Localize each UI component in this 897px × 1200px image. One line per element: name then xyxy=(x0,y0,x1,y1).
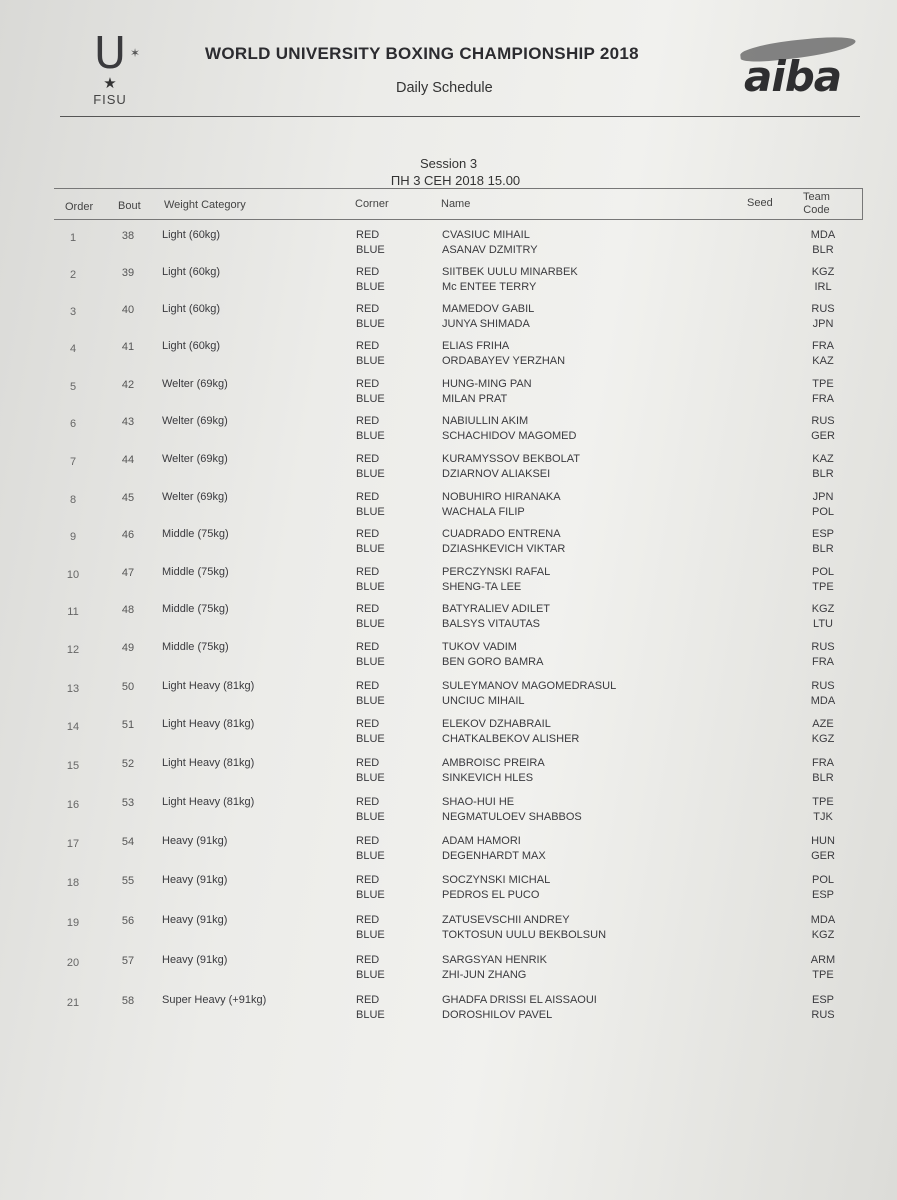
corner-cell-blue: BLUE xyxy=(356,889,385,901)
corner-cell xyxy=(356,602,385,632)
weight-category-cell: Light Heavy (81kg) xyxy=(162,757,255,769)
team-code-cell xyxy=(805,913,841,943)
team-code-cell-blue: MDA xyxy=(810,695,836,707)
column-team-line1: Team xyxy=(803,191,830,203)
team-code-cell xyxy=(805,717,841,747)
weight-category-cell: Light (60kg) xyxy=(162,303,221,315)
fighter-name-cell-red: SIITBEK UULU MINARBEK xyxy=(442,266,578,278)
fighter-name-cell-red: ADAM HAMORI xyxy=(442,835,521,847)
table-row xyxy=(0,993,897,1027)
order-cell: 7 xyxy=(69,456,77,468)
fighter-name-cell xyxy=(442,834,546,864)
star-icon: ★ xyxy=(103,75,117,92)
fighter-name-cell-red: GHADFA DRISSI EL AISSAOUI xyxy=(442,994,597,1006)
bout-cell: 48 xyxy=(121,604,135,616)
corner-cell-blue: BLUE xyxy=(356,543,385,555)
team-code-cell-red: RUS xyxy=(811,303,835,315)
team-code-cell-red: AZE xyxy=(812,718,834,730)
corner-cell-blue: BLUE xyxy=(356,695,385,707)
fighter-name-cell xyxy=(442,795,582,825)
column-team-code xyxy=(803,191,830,217)
bout-cell: 54 xyxy=(121,836,135,848)
corner-cell xyxy=(356,873,385,903)
column-corner: Corner xyxy=(355,198,389,210)
order-cell: 8 xyxy=(69,494,77,506)
team-code-cell xyxy=(805,414,841,444)
team-code-cell-blue: POL xyxy=(811,506,834,518)
bout-cell: 55 xyxy=(121,875,135,887)
order-cell: 15 xyxy=(66,760,80,772)
order-cell: 19 xyxy=(66,917,80,929)
corner-cell-red: RED xyxy=(356,415,380,427)
weight-category-cell: Light Heavy (81kg) xyxy=(162,718,255,730)
fighter-name-cell xyxy=(442,527,565,557)
fighter-name-cell-red: NOBUHIRO HIRANAKA xyxy=(442,491,561,503)
team-code-cell xyxy=(805,679,841,709)
table-row xyxy=(0,228,897,262)
fighter-name-cell-red: SHAO-HUI HE xyxy=(442,796,515,808)
team-code-cell xyxy=(805,640,841,670)
order-cell: 11 xyxy=(67,606,79,618)
fighter-name-cell-blue: ZHI-JUN ZHANG xyxy=(442,969,527,981)
fighter-name-cell xyxy=(442,339,565,369)
bout-cell: 50 xyxy=(121,681,135,693)
fighter-name-cell-red: MAMEDOV GABIL xyxy=(442,303,535,315)
team-code-cell-blue: RUS xyxy=(811,1009,835,1021)
team-code-cell-red: KGZ xyxy=(811,266,835,278)
corner-cell-red: RED xyxy=(356,491,380,503)
table-row xyxy=(0,302,897,336)
corner-cell xyxy=(356,679,385,709)
corner-cell-red: RED xyxy=(356,835,380,847)
bout-cell: 57 xyxy=(121,955,135,967)
order-cell: 18 xyxy=(66,877,80,889)
fighter-name-cell-red: NABIULLIN AKIM xyxy=(442,415,529,427)
team-code-cell-blue: BLR xyxy=(812,468,834,480)
fighter-name-cell-blue: BALSYS VITAUTAS xyxy=(442,618,541,630)
team-code-cell-red: RUS xyxy=(811,641,835,653)
corner-cell xyxy=(356,953,385,983)
corner-cell-red: RED xyxy=(356,378,380,390)
bout-cell: 52 xyxy=(121,758,135,770)
corner-cell xyxy=(356,795,385,825)
table-row xyxy=(0,527,897,561)
team-code-cell-red: ESP xyxy=(811,528,834,540)
weight-category-cell: Light (60kg) xyxy=(162,340,221,352)
corner-cell xyxy=(356,717,385,747)
fighter-name-cell-blue: BEN GORO BAMRA xyxy=(442,656,544,668)
table-row xyxy=(0,339,897,373)
team-code-cell xyxy=(805,834,841,864)
team-code-cell-red: ESP xyxy=(811,994,834,1006)
weight-category-cell: Light Heavy (81kg) xyxy=(162,680,255,692)
order-cell: 20 xyxy=(66,957,80,969)
fighter-name-cell-red: KURAMYSSOV BEKBOLAT xyxy=(442,453,580,465)
session-datetime: ПН 3 СЕН 2018 15.00 xyxy=(390,173,521,188)
fighter-name-cell-blue: PEDROS EL PUCO xyxy=(442,889,540,901)
aiba-wordmark: aiba xyxy=(744,52,842,101)
order-cell: 10 xyxy=(66,569,80,581)
team-code-cell-blue: KAZ xyxy=(812,355,834,367)
weight-category-cell: Heavy (91kg) xyxy=(162,914,228,926)
corner-cell-red: RED xyxy=(356,229,380,241)
weight-category-cell: Light (60kg) xyxy=(162,229,221,241)
fighter-name-cell-red: SULEYMANOV MAGOMEDRASUL xyxy=(442,680,617,692)
fighter-name-cell xyxy=(442,377,532,407)
corner-cell-red: RED xyxy=(356,874,380,886)
table-row xyxy=(0,756,897,790)
order-cell: 14 xyxy=(66,721,80,733)
team-code-cell-red: MDA xyxy=(810,914,836,926)
corner-cell-red: RED xyxy=(356,954,380,966)
team-code-cell-blue: BLR xyxy=(812,543,834,555)
bout-cell: 45 xyxy=(121,492,135,504)
fighter-name-cell-blue: ORDABAYEV YERZHAN xyxy=(442,355,566,367)
team-code-cell-red: HUN xyxy=(811,835,835,847)
corner-cell xyxy=(356,302,385,332)
fighter-name-cell-blue: SHENG-TA LEE xyxy=(442,581,522,593)
corner-cell-red: RED xyxy=(356,340,380,352)
weight-category-cell: Middle (75kg) xyxy=(162,566,229,578)
team-code-cell-blue: LTU xyxy=(813,618,833,630)
fighter-name-cell-red: SOCZYNSKI MICHAL xyxy=(442,874,551,886)
corner-cell-blue: BLUE xyxy=(356,244,385,256)
corner-cell-blue: BLUE xyxy=(356,733,385,745)
corner-cell-red: RED xyxy=(356,603,380,615)
fighter-name-cell-blue: TOKTOSUN UULU BEKBOLSUN xyxy=(442,929,607,941)
corner-cell-red: RED xyxy=(356,528,380,540)
fighter-name-cell-red: SARGSYAN HENRIK xyxy=(442,954,547,966)
fighter-name-cell xyxy=(442,265,578,295)
corner-cell xyxy=(356,414,385,444)
fighter-name-cell-red: BATYRALIEV ADILET xyxy=(442,603,551,615)
table-row xyxy=(0,565,897,599)
team-code-cell xyxy=(805,873,841,903)
fighter-name-cell xyxy=(442,302,534,332)
bout-cell: 40 xyxy=(121,304,135,316)
column-order: Order xyxy=(65,201,94,213)
table-header xyxy=(54,188,863,220)
corner-cell xyxy=(356,640,385,670)
corner-cell-red: RED xyxy=(356,914,380,926)
fisu-u-mark: U xyxy=(93,28,127,79)
fighter-name-cell-blue: DZIARNOV ALIAKSEI xyxy=(442,468,551,480)
team-code-cell xyxy=(805,377,841,407)
team-code-cell-red: TPE xyxy=(812,796,834,808)
weight-category-cell: Welter (69kg) xyxy=(162,415,228,427)
table-row xyxy=(0,602,897,636)
corner-cell-red: RED xyxy=(356,757,380,769)
team-code-cell-blue: TPE xyxy=(812,969,834,981)
header-divider xyxy=(60,116,860,117)
corner-cell xyxy=(356,377,385,407)
fighter-name-cell-blue: SINKEVICH HLES xyxy=(442,772,534,784)
corner-cell-blue: BLUE xyxy=(356,811,385,823)
fighter-name-cell-blue: ASANAV DZMITRY xyxy=(442,244,538,256)
fighter-name-cell-blue: WACHALA FILIP xyxy=(442,506,525,518)
bout-cell: 42 xyxy=(121,379,135,391)
table-row xyxy=(0,265,897,299)
bout-cell: 38 xyxy=(121,230,135,242)
table-row xyxy=(0,717,897,751)
team-code-cell xyxy=(805,490,841,520)
weight-category-cell: Middle (75kg) xyxy=(162,641,229,653)
bout-cell: 39 xyxy=(121,267,135,279)
team-code-cell xyxy=(805,953,841,983)
fighter-name-cell xyxy=(442,717,579,747)
fighter-name-cell xyxy=(442,873,550,903)
corner-cell-blue: BLUE xyxy=(356,355,385,367)
aiba-logo xyxy=(728,38,863,102)
corner-cell-red: RED xyxy=(356,680,380,692)
order-cell: 6 xyxy=(69,418,77,430)
corner-cell-blue: BLUE xyxy=(356,281,385,293)
page-subtitle: Daily Schedule xyxy=(396,80,493,96)
fighter-name-cell-blue: NEGMATULOEV SHABBOS xyxy=(442,811,582,823)
corner-cell-red: RED xyxy=(356,718,380,730)
session-info xyxy=(0,156,897,188)
team-code-cell xyxy=(805,993,841,1023)
order-cell: 5 xyxy=(69,381,77,393)
team-code-cell-red: ARM xyxy=(810,954,836,966)
weight-category-cell: Heavy (91kg) xyxy=(162,835,228,847)
corner-cell-blue: BLUE xyxy=(356,656,385,668)
bout-cell: 43 xyxy=(121,416,135,428)
weight-category-cell: Middle (75kg) xyxy=(162,528,229,540)
corner-cell-red: RED xyxy=(356,266,380,278)
team-code-cell xyxy=(805,795,841,825)
column-seed: Seed xyxy=(747,197,773,209)
team-code-cell-red: FRA xyxy=(812,757,834,769)
weight-category-cell: Light (60kg) xyxy=(162,266,221,278)
fighter-name-cell-blue: Mc ENTEE TERRY xyxy=(442,281,537,293)
fighter-name-cell xyxy=(442,228,538,258)
fighter-name-cell-blue: SCHACHIDOV MAGOMED xyxy=(442,430,577,442)
corner-cell-red: RED xyxy=(356,796,380,808)
fighter-name-cell-blue: MILAN PRAT xyxy=(442,393,508,405)
corner-cell-blue: BLUE xyxy=(356,506,385,518)
corner-cell-blue: BLUE xyxy=(356,430,385,442)
team-code-cell xyxy=(805,527,841,557)
corner-cell-blue: BLUE xyxy=(356,318,385,330)
team-code-cell-red: KGZ xyxy=(811,603,835,615)
fighter-name-cell xyxy=(442,490,561,520)
fighter-name-cell-red: ELEKOV DZHABRAIL xyxy=(442,718,551,730)
column-team-line2: Code xyxy=(803,204,830,216)
table-row xyxy=(0,953,897,987)
fighter-name-cell xyxy=(442,565,550,595)
bout-cell: 49 xyxy=(121,642,135,654)
team-code-cell-red: FRA xyxy=(812,340,834,352)
team-code-cell-blue: TJK xyxy=(813,811,833,823)
corner-cell xyxy=(356,339,385,369)
corner-cell-blue: BLUE xyxy=(356,929,385,941)
fisu-logo xyxy=(78,28,142,107)
session-name: Session 3 xyxy=(419,156,478,171)
page-title: WORLD UNIVERSITY BOXING CHAMPIONSHIP 2018 xyxy=(205,44,639,63)
fighter-name-cell-blue: CHATKALBEKOV ALISHER xyxy=(442,733,580,745)
fisu-label: FISU xyxy=(93,92,127,107)
fighter-name-cell-blue: DEGENHARDT MAX xyxy=(442,850,546,862)
team-code-cell-blue: GER xyxy=(811,430,835,442)
team-code-cell-blue: BLR xyxy=(812,772,834,784)
team-code-cell-blue: ESP xyxy=(811,889,834,901)
fighter-name-cell xyxy=(442,679,616,709)
order-cell: 4 xyxy=(69,343,77,355)
team-code-cell-blue: KGZ xyxy=(811,733,835,745)
team-code-cell-blue: JPN xyxy=(812,318,834,330)
fighter-name-cell-red: AMBROISC PREIRA xyxy=(442,757,545,769)
bout-cell: 44 xyxy=(121,454,135,466)
corner-cell-red: RED xyxy=(356,303,380,315)
fighter-name-cell xyxy=(442,602,550,632)
team-code-cell xyxy=(805,339,841,369)
team-code-cell xyxy=(805,452,841,482)
weight-category-cell: Welter (69kg) xyxy=(162,378,228,390)
corner-cell-red: RED xyxy=(356,566,380,578)
table-row xyxy=(0,640,897,674)
fighter-name-cell-blue: JUNYA SHIMADA xyxy=(442,318,530,330)
fighter-name-cell xyxy=(442,993,597,1023)
team-code-cell xyxy=(805,228,841,258)
corner-cell-blue: BLUE xyxy=(356,618,385,630)
bout-cell: 53 xyxy=(121,797,135,809)
fighter-name-cell-red: HUNG-MING PAN xyxy=(442,378,532,390)
team-code-cell xyxy=(805,756,841,786)
fighter-name-cell-blue: DOROSHILOV PAVEL xyxy=(442,1009,553,1021)
table-row xyxy=(0,414,897,448)
column-weight: Weight Category xyxy=(164,199,246,211)
team-code-cell-blue: FRA xyxy=(812,656,834,668)
team-code-cell-red: RUS xyxy=(811,680,835,692)
corner-cell xyxy=(356,228,385,258)
corner-cell xyxy=(356,527,385,557)
corner-cell-blue: BLUE xyxy=(356,393,385,405)
team-code-cell-red: MDA xyxy=(810,229,836,241)
order-cell: 16 xyxy=(66,799,80,811)
team-code-cell-red: TPE xyxy=(812,378,834,390)
team-code-cell-red: POL xyxy=(811,874,834,886)
fighter-name-cell xyxy=(442,756,545,786)
corner-cell xyxy=(356,756,385,786)
weight-category-cell: Heavy (91kg) xyxy=(162,954,228,966)
weight-category-cell: Middle (75kg) xyxy=(162,603,229,615)
fighter-name-cell xyxy=(442,913,606,943)
corner-cell xyxy=(356,452,385,482)
order-cell: 21 xyxy=(66,997,80,1009)
team-code-cell-blue: KGZ xyxy=(811,929,835,941)
order-cell: 17 xyxy=(66,838,80,850)
team-code-cell xyxy=(805,302,841,332)
team-code-cell-blue: IRL xyxy=(814,281,832,293)
order-cell: 9 xyxy=(69,531,77,543)
fighter-name-cell-red: ZATUSEVSCHII ANDREY xyxy=(442,914,570,926)
bout-cell: 58 xyxy=(121,995,135,1007)
team-code-cell xyxy=(805,265,841,295)
fighter-name-cell xyxy=(442,953,547,983)
table-row xyxy=(0,873,897,907)
fighter-name-cell-blue: UNCIUC MIHAIL xyxy=(442,695,525,707)
order-cell: 1 xyxy=(69,232,77,244)
table-row xyxy=(0,377,897,411)
table-row xyxy=(0,490,897,524)
fighter-name-cell xyxy=(442,414,576,444)
bout-cell: 51 xyxy=(121,719,135,731)
team-code-cell-red: POL xyxy=(811,566,834,578)
team-code-cell-red: RUS xyxy=(811,415,835,427)
fighter-name-cell-red: PERCZYNSKI RAFAL xyxy=(442,566,551,578)
team-code-cell-blue: BLR xyxy=(812,244,834,256)
table-row xyxy=(0,795,897,829)
fighter-name-cell-red: CUADRADO ENTRENA xyxy=(442,528,561,540)
fighter-name-cell-red: TUKOV VADIM xyxy=(442,641,517,653)
corner-cell xyxy=(356,565,385,595)
bout-cell: 41 xyxy=(121,341,135,353)
weight-category-cell: Heavy (91kg) xyxy=(162,874,228,886)
column-bout: Bout xyxy=(118,200,141,212)
fighter-name-cell-red: CVASIUC MIHAIL xyxy=(442,229,530,241)
weight-category-cell: Welter (69kg) xyxy=(162,491,228,503)
bout-cell: 56 xyxy=(121,915,135,927)
fighter-name-cell-blue: DZIASHKEVICH VIKTAR xyxy=(442,543,566,555)
column-name: Name xyxy=(441,198,471,210)
fighter-name-cell xyxy=(442,452,580,482)
corner-cell-blue: BLUE xyxy=(356,772,385,784)
team-code-cell xyxy=(805,602,841,632)
table-row xyxy=(0,452,897,486)
table-row xyxy=(0,679,897,713)
corner-cell-red: RED xyxy=(356,994,380,1006)
team-code-cell-blue: FRA xyxy=(812,393,834,405)
table-row xyxy=(0,834,897,868)
bout-cell: 47 xyxy=(121,567,135,579)
team-code-cell-blue: TPE xyxy=(812,581,834,593)
corner-cell xyxy=(356,834,385,864)
corner-cell-blue: BLUE xyxy=(356,468,385,480)
team-code-cell-red: KAZ xyxy=(812,453,834,465)
team-code-cell-blue: GER xyxy=(811,850,835,862)
order-cell: 13 xyxy=(66,683,80,695)
corner-cell-blue: BLUE xyxy=(356,1009,385,1021)
weight-category-cell: Welter (69kg) xyxy=(162,453,228,465)
corner-cell xyxy=(356,993,385,1023)
corner-cell xyxy=(356,265,385,295)
corner-cell-red: RED xyxy=(356,453,380,465)
weight-category-cell: Super Heavy (+91kg) xyxy=(162,994,267,1006)
corner-cell-red: RED xyxy=(356,641,380,653)
table-row xyxy=(0,913,897,947)
corner-cell xyxy=(356,913,385,943)
weight-category-cell: Light Heavy (81kg) xyxy=(162,796,255,808)
order-cell: 3 xyxy=(69,306,77,318)
team-code-cell xyxy=(805,565,841,595)
order-cell: 12 xyxy=(66,644,80,656)
corner-cell-blue: BLUE xyxy=(356,850,385,862)
bout-cell: 46 xyxy=(121,529,135,541)
star-icon: ✶ xyxy=(130,46,141,60)
team-code-cell-red: JPN xyxy=(812,491,834,503)
fighter-name-cell-red: ELIAS FRIHA xyxy=(442,340,510,352)
order-cell: 2 xyxy=(69,269,77,281)
corner-cell-blue: BLUE xyxy=(356,969,385,981)
fighter-name-cell xyxy=(442,640,543,670)
corner-cell-blue: BLUE xyxy=(356,581,385,593)
corner-cell xyxy=(356,490,385,520)
